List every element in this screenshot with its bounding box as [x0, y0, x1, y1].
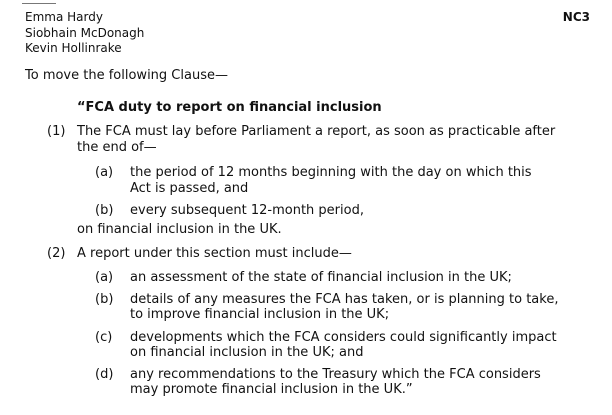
paragraph-text-line: every subsequent 12-month period,: [130, 203, 364, 218]
sponsor-name: Emma Hardy: [25, 10, 103, 24]
paragraph-label: (b): [95, 292, 114, 307]
paragraph-text-line: Act is passed, and: [130, 181, 249, 196]
subsection-text-line: the end of—: [77, 140, 157, 155]
sponsor-list: [25, 10, 144, 57]
subsection-number: (1): [47, 124, 66, 139]
paragraph-text-line: details of any measures the FCA has taken, or is planning to take,: [130, 292, 559, 307]
sponsor-name: Kevin Hollinrake: [25, 41, 122, 55]
paragraph-text-line: any recommendations to the Treasury which the FCA considers: [130, 367, 541, 382]
paragraph-label: (b): [95, 203, 114, 218]
paragraph-text-line: to improve financial inclusion in the UK;: [130, 307, 390, 322]
paragraph-label: (c): [95, 330, 113, 345]
paragraph-text-line: the period of 12 months beginning with the day on which this: [130, 165, 532, 180]
paragraph-label: (a): [95, 165, 114, 180]
paragraph-text-line: may promote financial inclusion in the UK.”: [130, 382, 413, 397]
sponsor-name: Siobhain McDonagh: [25, 25, 145, 40]
clause-reference: NC3: [562, 10, 590, 24]
paragraph-label: (a): [95, 270, 114, 285]
paragraph-text-line: on financial inclusion in the UK; and: [130, 345, 364, 360]
paragraph-text-line: an assessment of the state of financial inclusion in the UK;: [130, 270, 512, 285]
top-rule: [22, 3, 56, 4]
instruction-text: To move the following Clause—: [25, 68, 228, 83]
paragraph-text-line: developments which the FCA considers could significantly impact: [130, 330, 557, 345]
subsection-number: (2): [47, 246, 66, 261]
subsection-trailer: on financial inclusion in the UK.: [77, 222, 282, 237]
subsection-text-line: The FCA must lay before Parliament a report, as soon as practicable after: [77, 124, 556, 139]
clause-title: “FCA duty to report on financial inclusion: [77, 100, 382, 115]
paragraph-label: (d): [95, 367, 114, 382]
subsection-text-line: A report under this section must include—: [77, 246, 352, 261]
